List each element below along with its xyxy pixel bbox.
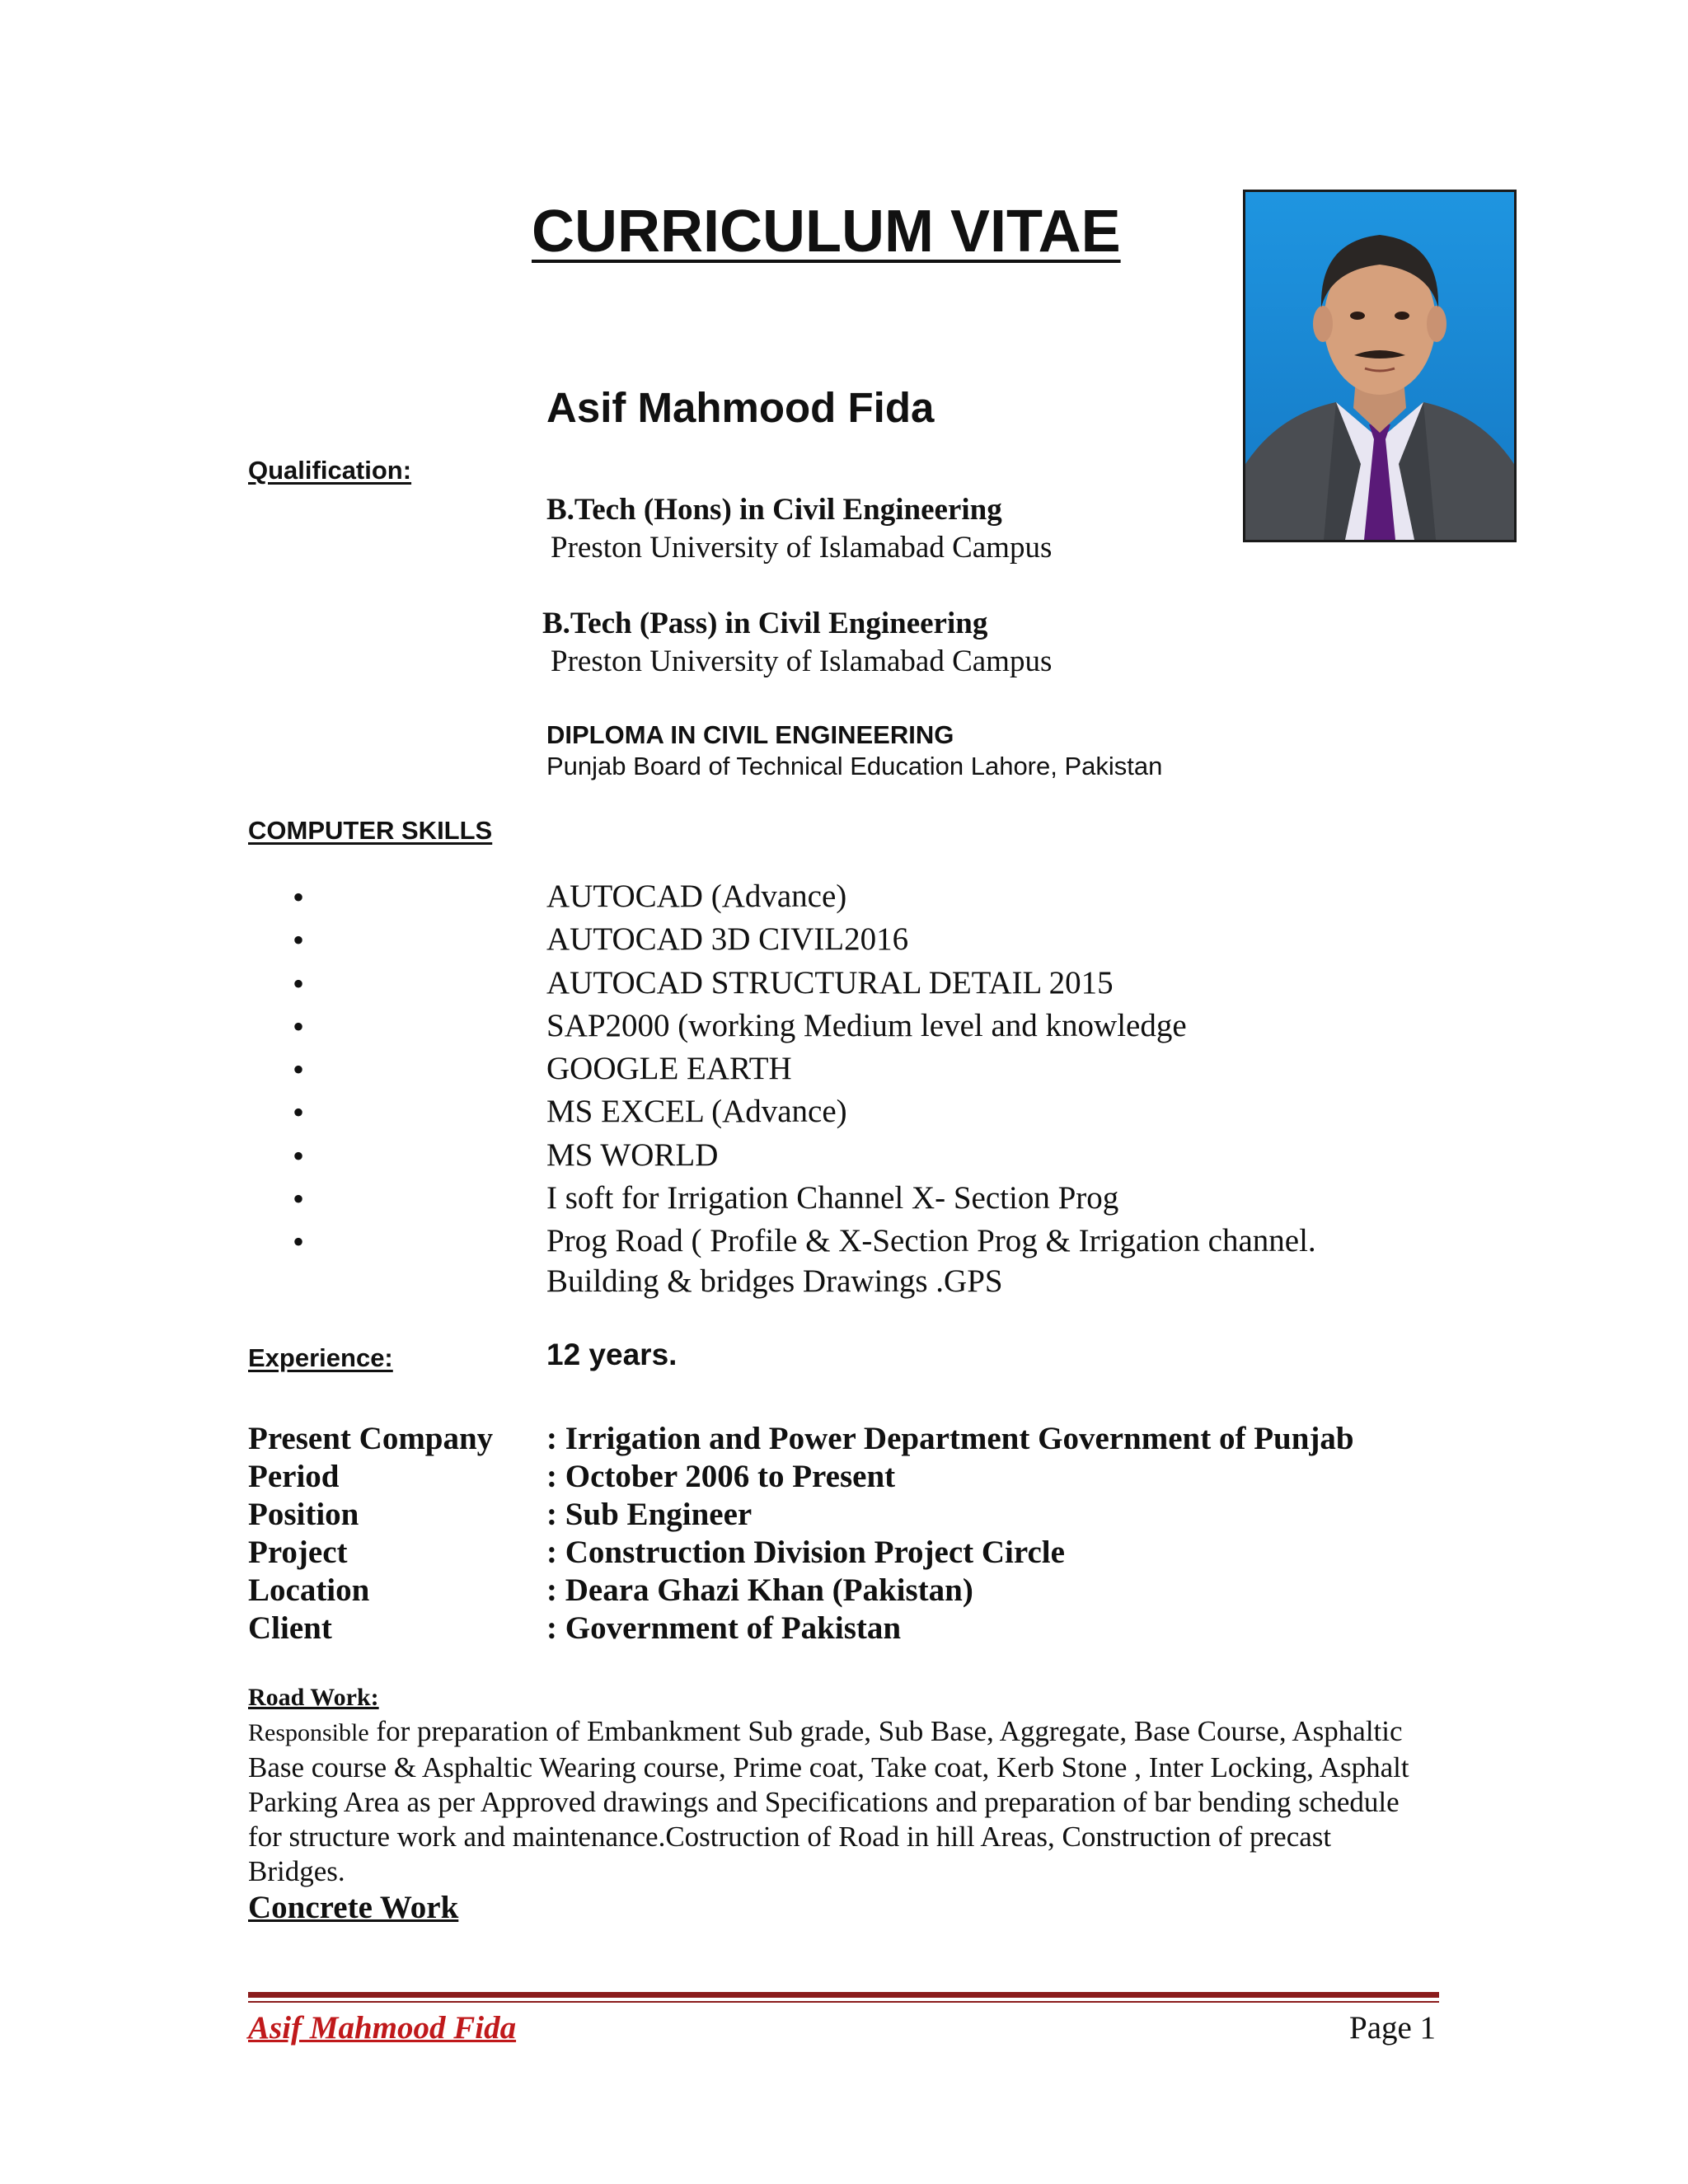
qualification-institution-2: Preston University of Islamabad Campus	[551, 644, 1053, 678]
qualification-degree-3: DIPLOMA IN CIVIL ENGINEERING	[546, 720, 954, 749]
skill-text: I soft for Irrigation Channel X- Section Prog	[546, 1180, 1119, 1216]
bullet-icon: •	[293, 879, 305, 916]
skill-text: AUTOCAD STRUCTURAL DETAIL 2015	[546, 964, 1114, 1001]
skill-text: MS WORLD	[546, 1137, 719, 1173]
skill-text: AUTOCAD 3D CIVIL2016	[546, 921, 909, 958]
profile-photo	[1243, 190, 1517, 542]
computer-skills-label: COMPUTER SKILLS	[248, 816, 493, 845]
qualification-label: Qualification:	[248, 456, 412, 485]
candidate-name: Asif Mahmood Fida	[546, 384, 935, 431]
bullet-icon: •	[293, 1137, 305, 1174]
skill-text: AUTOCAD (Advance)	[546, 879, 847, 914]
qualification-institution-3: Punjab Board of Technical Education Lahore, Pakistan	[546, 752, 1163, 780]
bullet-icon: •	[293, 964, 305, 1002]
experience-value: 12 years.	[546, 1338, 678, 1371]
detail-key: Period	[248, 1459, 340, 1494]
footer-author-name: Asif Mahmood Fida	[248, 2010, 517, 2046]
road-work-text: for preparation of Embankment Sub grade, Sub Base, Aggregate, Base Course, Asphaltic Base course & Asphaltic Wearing course, Prime coat, Take coat, Kerb Stone , Inter Locking, Asphalt Parking Area as per Approved drawings and Specifications and preparation of bar bending schedule for structure work and maintenance.Costruction of Road in hill Areas, Construction of precast Bridges.	[248, 1715, 1409, 1887]
detail-key: Client	[248, 1610, 332, 1646]
detail-value: : Deara Ghazi Khan (Pakistan)	[546, 1572, 973, 1608]
document-title: CURRICULUM VITAE	[532, 199, 1121, 265]
page-number: Page 1	[1349, 2010, 1437, 2046]
road-work-title: Road Work:	[248, 1684, 379, 1711]
detail-value: : October 2006 to Present	[546, 1459, 896, 1494]
detail-key: Position	[248, 1497, 359, 1532]
qualification-institution-1: Preston University of Islamabad Campus	[551, 531, 1053, 565]
detail-key: Present Company	[248, 1421, 494, 1456]
road-work-lead: Responsible	[248, 1719, 369, 1746]
road-work-description	[248, 1714, 1435, 1889]
detail-key: Location	[248, 1572, 370, 1608]
skill-text: SAP2000 (working Medium level and knowledge	[546, 1007, 1187, 1043]
detail-key: Project	[248, 1535, 348, 1570]
bullet-icon: •	[293, 1007, 305, 1045]
skill-text: GOOGLE EARTH	[546, 1051, 792, 1087]
skill-text: Prog Road ( Profile & X-Section Prog & Irrigation channel.	[546, 1223, 1316, 1259]
skill-text: MS EXCEL (Advance)	[546, 1094, 847, 1130]
bullet-icon: •	[293, 1051, 305, 1089]
detail-value: : Irrigation and Power Department Government of Punjab	[546, 1421, 1354, 1456]
experience-label: Experience:	[248, 1343, 393, 1372]
footer-divider-thin	[248, 2001, 1439, 2003]
bullet-icon: •	[293, 1223, 305, 1261]
bullet-icon: •	[293, 1180, 305, 1218]
concrete-work-title: Concrete Work	[248, 1890, 459, 1925]
qualification-degree-1: B.Tech (Hons) in Civil Engineering	[546, 493, 1002, 527]
footer-divider	[248, 1992, 1439, 1998]
detail-value: : Government of Pakistan	[546, 1610, 902, 1646]
bullet-icon: •	[293, 1094, 305, 1132]
qualification-degree-2: B.Tech (Pass) in Civil Engineering	[542, 607, 988, 640]
detail-value: : Construction Division Project Circle	[546, 1535, 1065, 1570]
skill-continuation: Building & bridges Drawings .GPS	[546, 1263, 1003, 1299]
portrait-image	[1245, 192, 1514, 540]
bullet-icon: •	[293, 921, 305, 959]
detail-value: : Sub Engineer	[546, 1497, 753, 1532]
